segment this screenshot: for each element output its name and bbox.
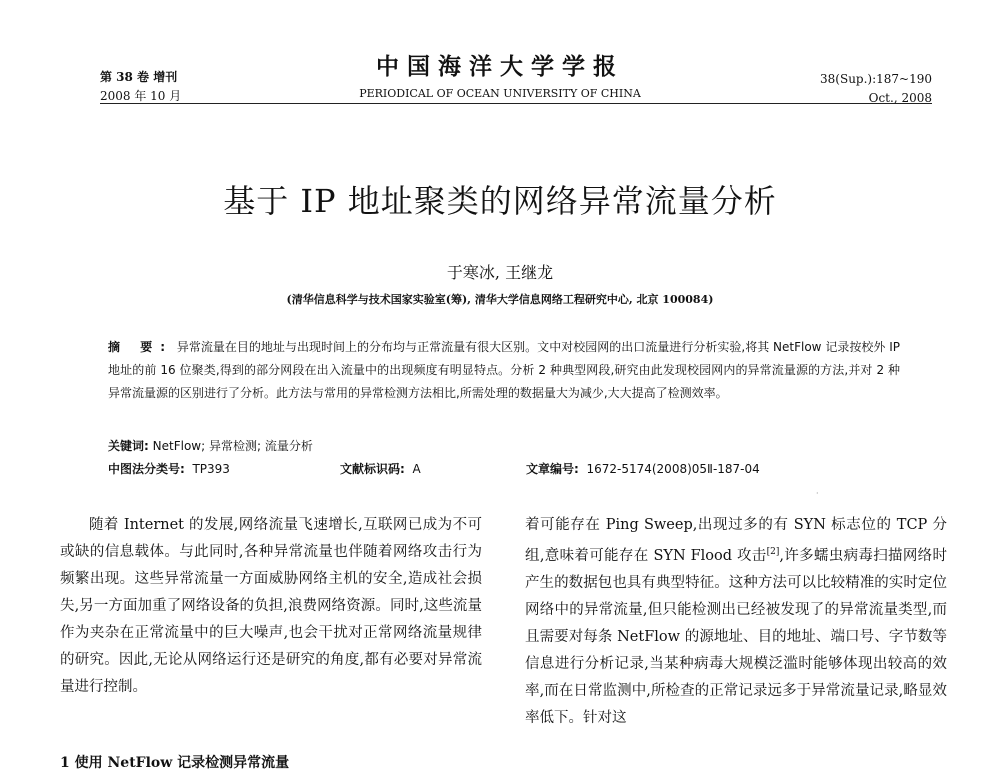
doc-code-value: A bbox=[412, 462, 421, 476]
doc-code-item bbox=[340, 460, 421, 477]
article-number-label: 文章编号: bbox=[526, 462, 579, 476]
keywords-text: NetFlow; 异常检测; 流量分析 bbox=[152, 439, 313, 453]
issue-date: 2008 年 10 月 bbox=[100, 89, 182, 103]
right-text-before-ref: 着可能存在 Ping Sweep,出现过多的有 SYN 标志位的 TCP 分组,意味着可能存在 SYN Flood 攻击 bbox=[525, 517, 947, 564]
body-right-column bbox=[525, 512, 947, 732]
abstract-text: 异常流量在目的地址与出现时间上的分布均与正常流量有很大区别。文中对校园网的出口流量进行分析实验,将其 NetFlow 记录按校外 IP 地址的前 16 位聚类,得到的部分网段在出入流量中的出现频度有明显特点。分析 2 种典型网段,研究由此发现校园网内的异常流量源的方法,并对 2 种异常流量源的区别进行了分析。此方法与常用的异常检测方法相比,所需处理的数据量大为减少,大大提高了检测效率。 bbox=[108, 340, 900, 400]
keywords-label: 关键词: bbox=[108, 439, 149, 453]
article-number-value: 1672-5174(2008)05Ⅱ-187-04 bbox=[586, 462, 760, 476]
article-authors: 于寒冰, 王继龙 bbox=[446, 263, 554, 282]
abstract-label: 摘 要: bbox=[108, 340, 174, 354]
volume-label: 第 38 卷 增刊 bbox=[100, 70, 178, 84]
journal-title-en: PERIODICAL OF OCEAN UNIVERSITY OF CHINA bbox=[359, 87, 641, 100]
scan-speck: · bbox=[816, 489, 819, 498]
article-affiliation: (清华信息科学与技术国家实验室(筹), 清华大学信息网络工程研究中心, 北京 100084) bbox=[286, 293, 714, 306]
abstract bbox=[108, 336, 900, 405]
header-left bbox=[100, 68, 181, 106]
page-range: 38(Sup.):187~190 bbox=[820, 72, 932, 86]
clc-item bbox=[108, 460, 230, 477]
body-left-column: 随着 Internet 的发展,网络流量飞速增长,互联网已成为不可或缺的信息载体。与此同时,各种异常流量也伴随着网络攻击行为频繁出现。这些异常流量一方面威胁网络主机的安全,造成社会损失,另一方面加重了网络设备的负担,浪费网络资源。同时,这些流量作为夹杂在正常流量中的巨大噪声,也会干扰对正常网络流量规律的研究。因此,无论从网络运行还是研究的角度,都有必要对异常流量进行控制。 bbox=[60, 517, 482, 695]
citation-ref: [2] bbox=[766, 547, 780, 557]
section-heading: 1 使用 NetFlow 记录检测异常流量 bbox=[60, 755, 290, 771]
header-rule bbox=[100, 103, 932, 104]
article-title: 基于 IP 地址聚类的网络异常流量分析 bbox=[223, 182, 777, 220]
right-text-after-ref: ,许多蠕虫病毒扫描网络时产生的数据包也具有典型特征。这种方法可以比较精准的实时定位网络中的异常流量,但只能检测出已经被发现了的异常流量类型,而且需要对每条 NetFlow 的源地址、目的地址、端口号、字节数等信息进行分析记录,当某种病毒大规模泛滥时能够体现出较高的效率,而在日常监测中,所检查的正常记录远多于异常流量记录,略显效率低下。针对这 bbox=[525, 547, 947, 726]
article-number-item bbox=[526, 460, 760, 477]
journal-title-cn: 中国海洋大学学报 bbox=[376, 53, 624, 80]
doc-code-label: 文献标识码: bbox=[340, 462, 405, 476]
keywords bbox=[108, 437, 313, 454]
issue-date-en: Oct., 2008 bbox=[868, 91, 932, 105]
clc-value: TP393 bbox=[192, 462, 230, 476]
journal-header bbox=[300, 52, 700, 102]
clc-label: 中图法分类号: bbox=[108, 462, 185, 476]
